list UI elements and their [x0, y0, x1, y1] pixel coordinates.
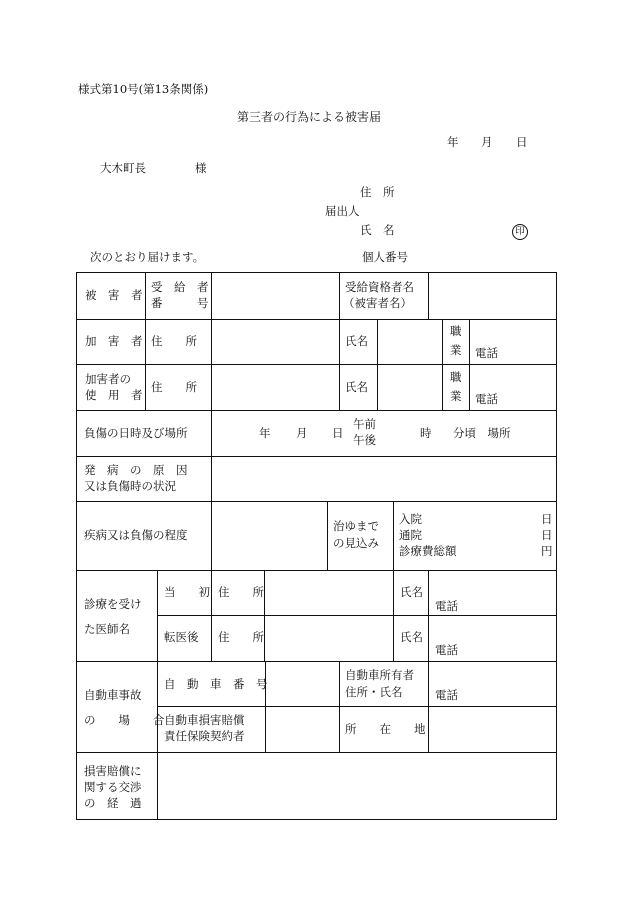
transfer-doctor-label: 転医後: [164, 630, 199, 644]
employer-occupation-label-1: 職: [450, 370, 462, 384]
employer-label-1: 加害者の: [85, 372, 131, 386]
form-number: 様式第10号(第13条関係): [78, 82, 209, 96]
negotiation-label-3: の 経 過: [84, 796, 142, 810]
perpetrator-occupation-label-1: 職: [450, 324, 462, 338]
transfer-name-label: 氏名: [400, 630, 423, 644]
negotiation-label-2: 関する交渉: [84, 780, 142, 794]
applicant-name-label: 氏 名: [360, 223, 395, 237]
injury-datetime-label: 負傷の日時及び場所: [84, 426, 188, 440]
perpetrator-label: 加 害 者: [85, 334, 143, 348]
owner-label-1: 自動車所有者: [345, 668, 414, 682]
employer-name-label: 氏名: [345, 380, 368, 394]
cause-label-2: 又は負傷時の状況: [84, 479, 176, 493]
date-day: 日: [516, 135, 528, 149]
yen-unit: 円: [541, 544, 553, 558]
victim-label: 被 害 者: [85, 288, 143, 302]
am-label: 午前: [353, 417, 376, 431]
doctor-label-1: 診療を受け: [84, 597, 142, 611]
recipient-number-label-1: 受 給 者: [151, 280, 209, 294]
addressee: 大木町長: [100, 161, 146, 175]
injury-day-label: 日: [332, 426, 344, 440]
recovery-label-1: 治ゆまで: [333, 519, 379, 533]
qualified-name-label-1: 受給資格者名: [345, 280, 414, 294]
outpatient-day-unit: 日: [541, 528, 553, 542]
qualified-name-label-2: （被害者名）: [343, 296, 412, 310]
form-title: 第三者の行為による被害届: [237, 110, 382, 124]
injury-hour-label: 時: [420, 426, 432, 440]
injury-minute-place-label: 分頃 場所: [453, 426, 511, 440]
cause-label-1: 発 病 の 原 因: [84, 463, 188, 477]
location-label: 所 在 地: [345, 722, 426, 736]
initial-address-label: 住 所: [218, 585, 264, 599]
recovery-label-2: の見込み: [333, 536, 379, 550]
date-year: 年: [447, 135, 459, 149]
insurance-label-1: 自動車損害賠償: [164, 713, 245, 727]
recipient-number-label-2: 番 号: [151, 296, 209, 310]
employer-label-2: 使 用 者: [85, 388, 143, 402]
intro-text: 次のとおり届けます。: [90, 250, 205, 264]
owner-phone-label: 電話: [435, 688, 458, 702]
employer-address-label: 住 所: [151, 380, 197, 394]
negotiation-label-1: 損害賠償に: [84, 764, 142, 778]
employer-phone-label: 電話: [475, 392, 498, 406]
initial-doctor-label: 当 初: [164, 585, 210, 599]
hospitalized-day-unit: 日: [541, 512, 553, 526]
car-number-label: 自 動 車 番 号: [164, 677, 268, 691]
perpetrator-phone-label: 電話: [475, 346, 498, 360]
date-month: 月: [481, 135, 493, 149]
seal-icon: 印: [512, 224, 528, 240]
accident-label-2: の 場 合: [84, 713, 165, 727]
initial-phone-label: 電話: [435, 599, 458, 613]
hospitalized-label: 入院: [399, 512, 422, 526]
honorific: 様: [195, 161, 207, 175]
perpetrator-occupation-label-2: 業: [450, 343, 462, 357]
owner-label-2: 住所・氏名: [345, 685, 403, 699]
injury-year-label: 年: [259, 426, 271, 440]
outpatient-label: 通院: [399, 528, 422, 542]
insurance-label-2: 責任保険契約者: [164, 729, 245, 743]
medical-total-label: 診療費総額: [399, 544, 457, 558]
employer-occupation-label-2: 業: [450, 389, 462, 403]
pm-label: 午後: [353, 433, 376, 447]
personal-number-label: 個人番号: [362, 250, 408, 264]
perpetrator-address-label: 住 所: [151, 334, 197, 348]
applicant-address-label: 住 所: [360, 185, 395, 199]
doctor-label-2: た医師名: [84, 622, 130, 636]
severity-label: 疾病又は負傷の程度: [84, 528, 188, 542]
initial-name-label: 氏名: [400, 585, 423, 599]
transfer-phone-label: 電話: [435, 643, 458, 657]
transfer-address-label: 住 所: [218, 630, 264, 644]
perpetrator-name-label: 氏名: [345, 334, 368, 348]
injury-month-label: 月: [296, 426, 308, 440]
applicant-label: 届出人: [325, 204, 360, 218]
accident-label-1: 自動車事故: [84, 688, 142, 702]
